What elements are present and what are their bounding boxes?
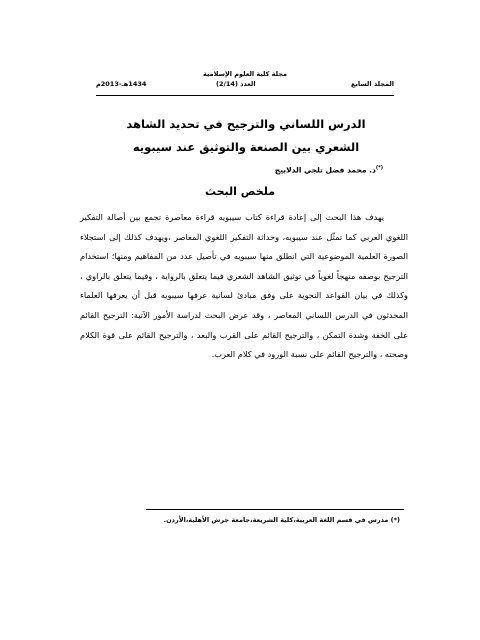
abstract-heading: ملخص البحث	[204, 185, 276, 198]
issue-number: العدد (2/14)	[216, 80, 256, 88]
abstract-body	[80, 208, 408, 365]
abstract-paragraph: يهدف هذا البحث إلى إعادة قراءة كتاب سيبويه قراءة معاصرة تجمع بين أصالة التفكير اللغوي العربي كما تمثّل عند سيبويه، وحداثة التفكير اللغوي المعاصر ،ويهدف كذلك إلى استجلاء الصورة العلمية الموضوعية التي انطلق منها سيبويه في تأصيل عدد من المفاهيم ومنها؛ استخدام الترجيح بوصفه منهجاً لغوياً في توثيق الشاهد الشعري فيما يتعلق بالرواية ، وفيما يتعلق بالراوي ، وكذلك في بيان القواعد النحوية على وفق مبادئ لسانية عرفها سيبويه قبل أن يعرفها العلماء المحدثون في الدرس اللساني المعاصر ، وقد عرض البحث لدراسة الأمور الآتية: الترجيح القائم على الخفة وشدة التمكن ، والترجيح القائم على القرب والبعد ، والترجيح القائم على قوة الكلام وصحته ، والترجيح القائم على نسبة الورود في كلام العرب.	[80, 212, 408, 360]
author-footnote-marker: (*)	[375, 165, 383, 171]
author-name: د. محمد فضل تلجي الدلابيج	[274, 165, 376, 175]
footnote-rule	[146, 509, 404, 510]
volume-number: المجلد السابع	[351, 80, 394, 88]
publication-year: 1434هـ-2013م	[96, 80, 147, 88]
journal-name: مجلة كلية العلوم الإسلامية	[203, 70, 287, 78]
paper-title: الدرس اللساني والترجيح في تحديد الشاهد الشعري بين الصنعة والتوثيق عند سيبويه	[126, 117, 366, 154]
header-details	[96, 80, 394, 90]
author-footnote: (*) مدرس في قسم اللغة العربية،كلية الشريعة،جامعة جرش الأهلية،الأردن.	[163, 516, 400, 524]
author-line	[275, 165, 383, 175]
page-header	[96, 70, 394, 96]
header-rule	[96, 95, 394, 96]
